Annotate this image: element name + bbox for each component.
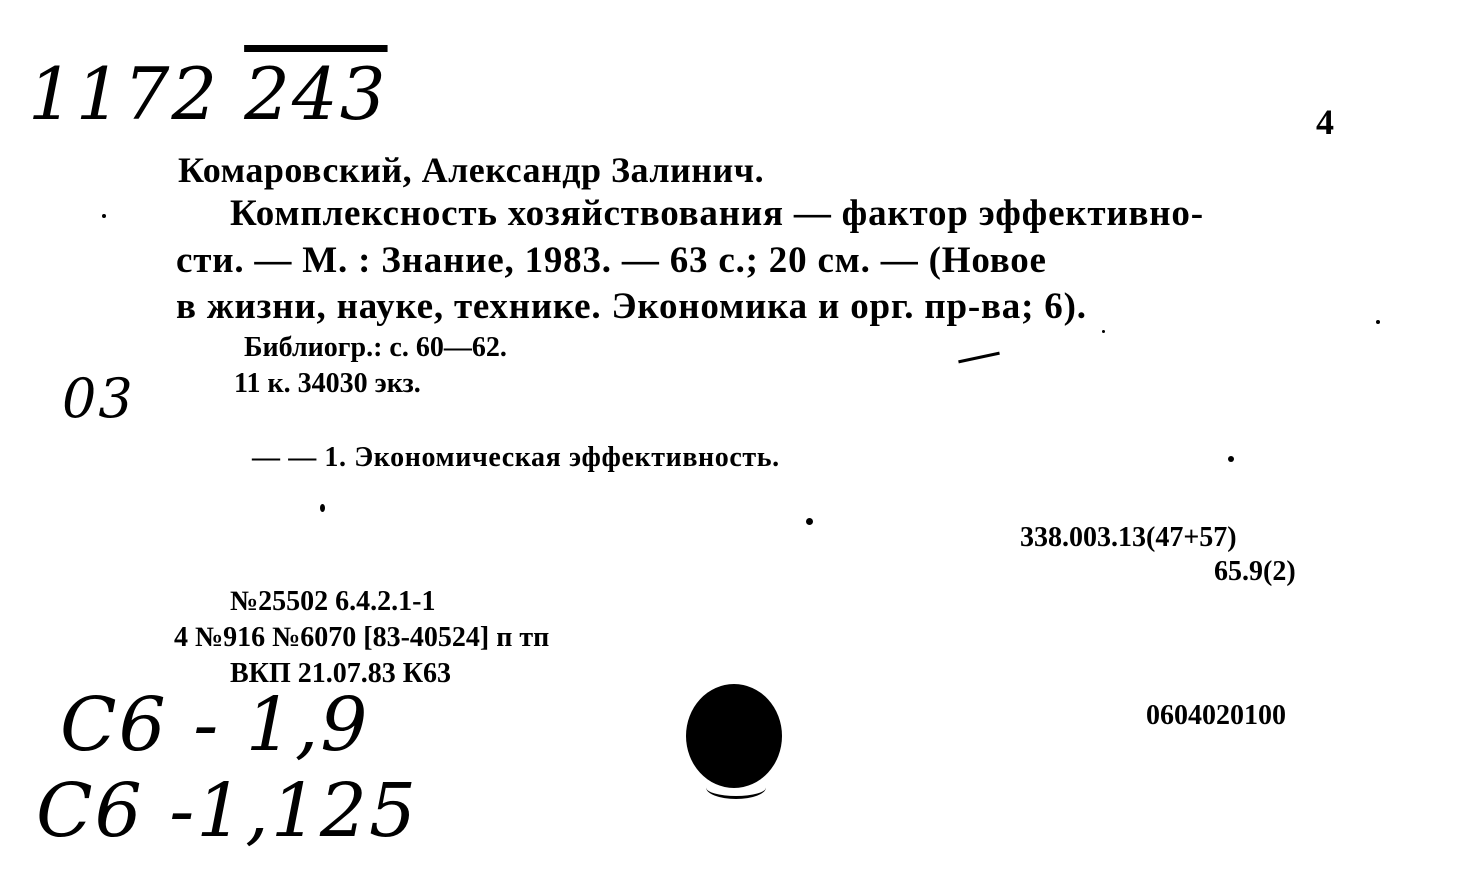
author-heading: Комаровский, Александр Залинич. (178, 150, 765, 190)
speck (806, 518, 813, 525)
title-line-1: Комплексность хозяйствования — фактор эффективно- (230, 193, 1204, 234)
card-punch-hole (686, 684, 782, 788)
publisher-code-line-2: 4 №916 №6070 [83-40524] п тп (174, 622, 550, 653)
publisher-code-line-1: №25502 6.4.2.1-1 (230, 586, 436, 617)
udc-index: 338.003.13(47+57) (1020, 522, 1237, 553)
card-number: 4 (1316, 102, 1334, 142)
title-line-2: сти. — М. : Знание, 1983. — 63 с.; 20 см. — (Новое (176, 240, 1047, 281)
speck (320, 504, 325, 512)
speck (102, 214, 106, 218)
handwritten-shelfmark-1: С6 - 1,9 (60, 682, 370, 768)
handwritten-note: 03 (62, 367, 135, 430)
bbk-index: 65.9(2) (1214, 556, 1296, 587)
speck (1228, 456, 1234, 462)
speck (1376, 320, 1380, 324)
title-line-3: в жизни, науке, технике. Экономика и орг. пр-ва; 6). (176, 286, 1087, 327)
publisher-code-line-3: ВКП 21.07.83 К63 (230, 658, 452, 689)
inventory-number-main: 1172 (28, 52, 220, 136)
speck (1102, 330, 1105, 333)
subject-heading: — — 1. Экономическая эффективность. (252, 442, 780, 473)
punch-hole-shadow (706, 776, 766, 799)
serial-code: 0604020100 (1146, 700, 1286, 731)
price-and-print-run: 11 к. 34030 экз. (234, 368, 421, 399)
pen-stroke-mark (958, 352, 1000, 364)
inventory-number-overlined: 243 (244, 52, 388, 136)
handwritten-shelfmark-2: С6 -1,125 (36, 768, 419, 854)
bibliography-note: Библиогр.: с. 60—62. (244, 332, 507, 363)
handwritten-inventory-number (28, 52, 388, 136)
